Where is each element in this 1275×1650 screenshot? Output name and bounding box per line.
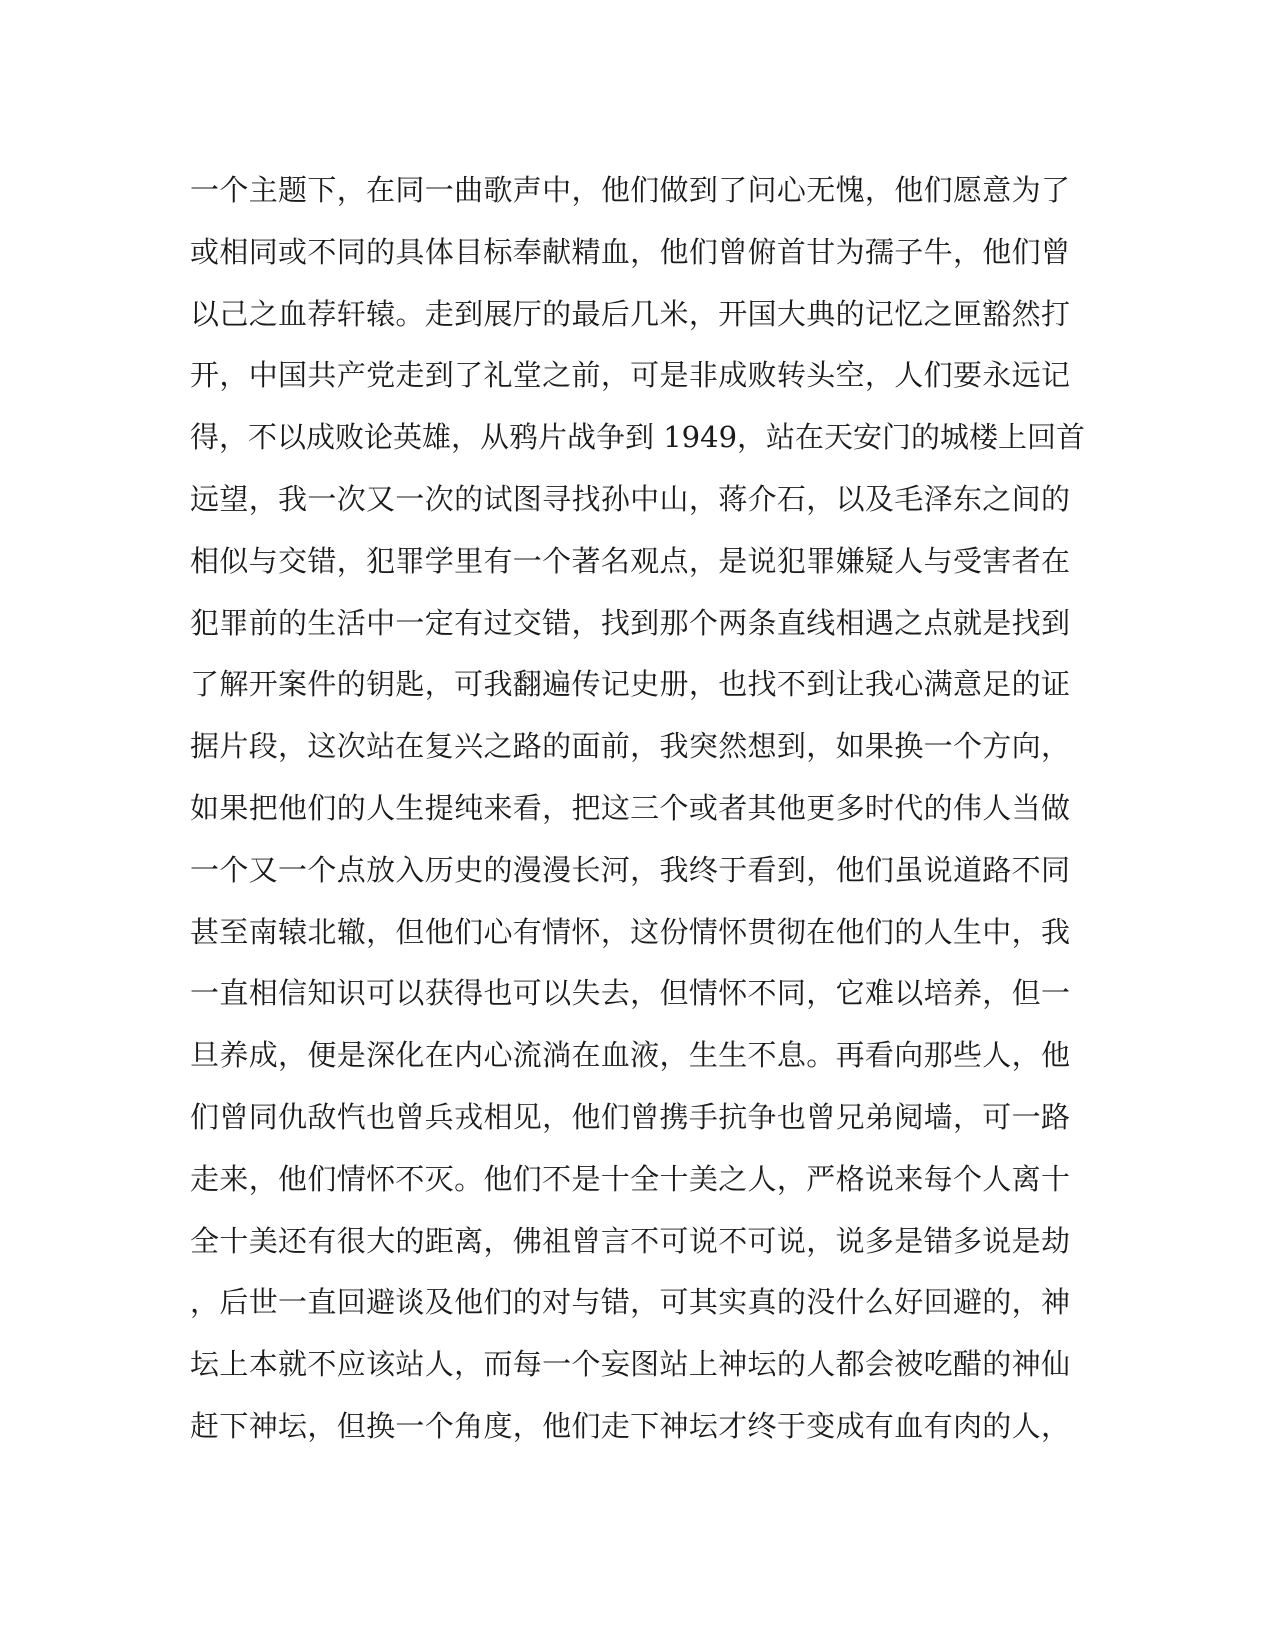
text-line: 赶下神坛，但换一个角度，他们走下神坛才终于变成有血有肉的人， — [190, 1408, 1070, 1443]
text-line: 旦养成，便是深化在内心流淌在血液，生生不息。再看向那些人，他 — [190, 1038, 1070, 1073]
text-line: 以己之血荐轩辕。走到展厅的最后几米，开国大典的记忆之匣豁然打 — [190, 296, 1070, 331]
text-line: 了解开案件的钥匙，可我翻遍传记史册，也找不到让我心满意足的证 — [190, 667, 1070, 702]
text-line: 甚至南辕北辙，但他们心有情怀，这份情怀贯彻在他们的人生中，我 — [190, 914, 1070, 949]
text-line: 一个主题下，在同一曲歌声中，他们做到了问心无愧，他们愿意为了 — [190, 173, 1070, 207]
text-line: 犯罪前的生活中一定有过交错，找到那个两条直线相遇之点就是找到 — [190, 605, 1070, 640]
text-line: 得，不以成败论英雄，从鸦片战争到 1949，站在天安门的城楼上回首 — [190, 420, 1086, 455]
text-line: 全十美还有很大的距离，佛祖曾言不可说不可说，说多是错多说是劫 — [190, 1223, 1070, 1258]
text-line: 开，中国共产党走到了礼堂之前，可是非成败转头空，人们要永远记 — [190, 358, 1070, 393]
text-line: ，后世一直回避谈及他们的对与错，可其实真的没什么好回避的，神 — [190, 1285, 1070, 1320]
text-line: 据片段，这次站在复兴之路的面前，我突然想到，如果换一个方向， — [190, 729, 1070, 764]
text-line: 坛上本就不应该站人，而每一个妄图站上神坛的人都会被吃醋的神仙 — [190, 1347, 1070, 1382]
text-line: 一直相信知识可以获得也可以失去，但情怀不同，它难以培养，但一 — [190, 976, 1070, 1011]
text-line: 或相同或不同的具体目标奉献精血，他们曾俯首甘为孺子牛，他们曾 — [190, 234, 1070, 269]
text-line: 们曾同仇敌忾也曾兵戎相见，他们曾携手抗争也曾兄弟阋墙，可一路 — [190, 1099, 1070, 1134]
text-line: 相似与交错，犯罪学里有一个著名观点，是说犯罪嫌疑人与受害者在 — [190, 543, 1070, 578]
body-paragraph — [190, 160, 1086, 1458]
text-line: 走来，他们情怀不灭。他们不是十全十美之人，严格说来每个人离十 — [190, 1161, 1070, 1196]
text-line: 一个又一个点放入历史的漫漫长河，我终于看到，他们虽说道路不同 — [190, 852, 1070, 887]
text-line: 远望，我一次又一次的试图寻找孙中山，蒋介石，以及毛泽东之间的 — [190, 481, 1070, 516]
text-line: 如果把他们的人生提纯来看，把这三个或者其他更多时代的伟人当做 — [190, 790, 1070, 825]
